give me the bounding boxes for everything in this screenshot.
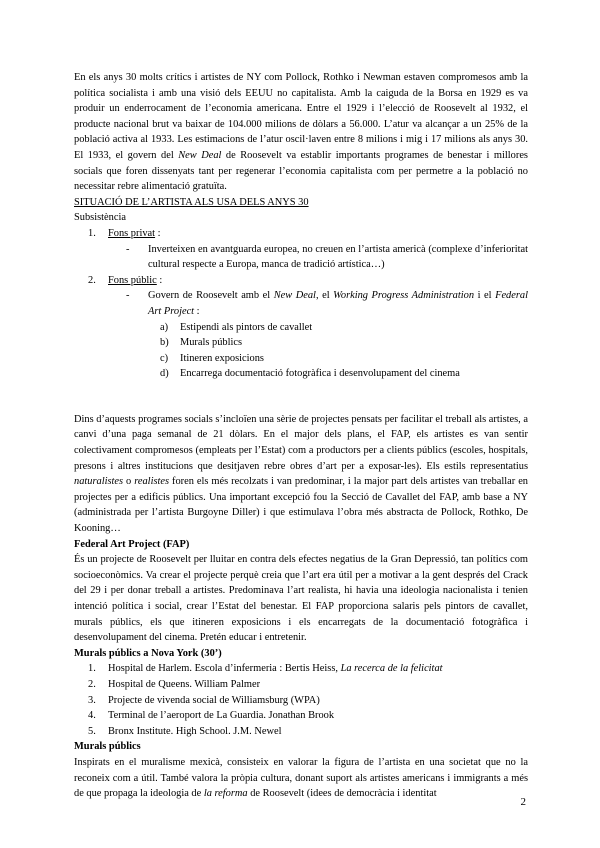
list-text-italic: La recerca de la felicitat <box>340 663 443 675</box>
sublist-item <box>74 320 528 336</box>
fap-paragraph: És un projecte de Roosevelt per lluitar en contra dels efectes negatius de la Gran Depressió, tan polítics com socioeconòmics. Va crear el projecte perquè creia que l’art era útil per a motivar a la gent després del Crack del 29 i per donar treball a artistes. Predominava l’art realista, hi havia una ideologia nacionalista i tenien intenció política i social, crear l’Estat del benestar. El FAP proporciona salaris pels pintors de cavallet, murals públics, els que itineren exposicions i els encarregats de la documentació fotogràfica i desenvolupament del cinema. Pretén educar i entretenir. <box>74 554 528 644</box>
list-item <box>74 677 528 693</box>
programs-text: o <box>123 476 135 488</box>
public-text-italic: Working Progress Administration <box>333 290 475 302</box>
list-item <box>74 708 528 724</box>
sublist-text: Estipendi als pintors de cavallet <box>180 321 313 333</box>
programs-paragraph <box>74 412 528 537</box>
murals-ny-list <box>74 661 528 739</box>
murals-text: de Roosevelt (idees de democràcia i identitat <box>247 788 437 800</box>
public-detail <box>74 288 528 319</box>
funding-list <box>74 226 528 242</box>
intro-text-end: de Roosevelt va establir importants programes de benestar i millores socials que foren dissenyats tant per regenerar l’economia capitalista com per permetre a la població no necessitar rebre alimentació gratuïta. <box>74 149 528 193</box>
sublist-item <box>74 335 528 351</box>
sublist-letter: a) <box>160 321 169 333</box>
murals-heading: Murals públics <box>74 741 141 753</box>
programs-italic: naturalistes <box>74 476 124 488</box>
list-item <box>74 693 528 709</box>
spacer <box>74 397 528 412</box>
sublist-text: Itineren exposicions <box>180 352 264 364</box>
sublist-item <box>74 366 528 382</box>
funding-list-2 <box>74 273 528 289</box>
list-text: Bronx Institute. High School. J.M. Newel <box>108 725 282 737</box>
programs-text: foren els més recolzats i van predominar, i la major part dels artistes van treballar en projectes per a edificis públics. Una important excepció fou la Secció de Cavallet del FAP, amb base a NY (administrada per l’artista Burgoyne Diller) i que estimulava l’obra més abstracta de Pollock, Rothko, De Kooning… <box>74 476 528 535</box>
list-number: 2. <box>88 678 96 690</box>
list-item <box>74 661 528 677</box>
dash-bullet: - <box>126 290 130 302</box>
murals-italic: la reforma <box>203 788 248 800</box>
programs-italic: realistes <box>134 476 170 488</box>
list-item <box>74 724 528 740</box>
sublist-letter: b) <box>160 337 169 349</box>
intro-new-deal: New Deal <box>178 149 222 161</box>
list-label: Fons públic <box>108 274 157 286</box>
sublist-text: Murals públics <box>180 337 243 349</box>
section-subtitle: Subsistència <box>74 212 126 224</box>
list-label-suffix: : <box>155 227 161 239</box>
list-text: Hospital de Harlem. Escola d’infermeria : Bertis Heiss, <box>108 663 341 675</box>
list-number: 4. <box>88 710 96 722</box>
list-text: Terminal de l’aeroport de La Guardia. Jonathan Brook <box>108 710 335 722</box>
murals-text: Inspirats en el muralisme mexicà, consisteix en valorar la figura de l’artista en una societat que no la reconeix com a útil. També valora la pròpia cultura, donant suport als artistes americans i immigrants a més de que propaga la ideologia de <box>74 756 528 800</box>
intro-text: En els anys 30 molts crítics i artistes de NY com Pollock, Rothko i Newman estaven compromesos amb la política socialista i amb una visió dels EEUU no capitalista. Amb la caiguda de la Borsa en 1929 es va produir un enderrocament de l’economia americana. Entre el 1929 i l’elecció de Roosevelt al 1932, el producte nacional brut va baixar de 104.000 milions de dòlars a 56.000. L’atur va alcançar a un 25% de la població activa al 1933. Les estimacions de l’atur oscil·laven entre 8 milions i mig i 17 milions als anys 30. El 1933, el govern del <box>74 72 528 161</box>
page-number: 2 <box>520 796 526 808</box>
public-text-italic: New Deal <box>273 290 316 302</box>
public-text: , el <box>315 290 334 302</box>
sublist-text: Encarrega documentació fotogràfica i desenvolupament del cinema <box>180 368 460 380</box>
public-text: Govern de Roosevelt amb el <box>148 290 274 302</box>
document-body <box>74 70 528 802</box>
list-number: 5. <box>88 725 96 737</box>
sublist-letter: c) <box>160 352 169 364</box>
private-detail <box>74 242 528 273</box>
section-title: SITUACIÓ DE L’ARTISTA ALS USA DELS ANYS 30 <box>74 196 309 208</box>
list-text: Hospital de Queens. William Palmer <box>108 678 261 690</box>
list-number: 2. <box>88 274 96 286</box>
public-sublist <box>74 320 528 382</box>
list-item-private <box>74 226 528 242</box>
murals-ny-heading: Murals públics a Nova York (30’) <box>74 647 222 659</box>
intro-paragraph <box>74 70 528 195</box>
fap-heading: Federal Art Project (FAP) <box>74 538 190 550</box>
programs-text: Dins d’aquests programes socials s’incloïen una sèrie de projectes pensats per facilitar el treball als artistes, a canvi d’una paga semanal de 21 dòlars. En el major dels plans, el FAP, els artistes es van sentir colectivament compromesos (empleats per l’Estat) com a productors per a clients públics (escoles, hospitals, presons i altres institucions que desitjaven rebre obres d’art per a exposar-les). Els estils representatius <box>74 413 528 472</box>
murals-paragraph <box>74 755 528 802</box>
list-number: 1. <box>88 663 96 675</box>
list-item-public <box>74 273 528 289</box>
public-text: i el <box>474 290 496 302</box>
sublist-letter: d) <box>160 368 169 380</box>
list-label-suffix: : <box>156 274 163 286</box>
public-text: : <box>194 305 200 317</box>
spacer <box>74 382 528 397</box>
list-label: Fons privat <box>108 227 156 239</box>
list-number: 3. <box>88 694 96 706</box>
sublist-item <box>74 351 528 367</box>
public-text-italic: Federal Art Project <box>148 290 528 317</box>
private-detail-text: Inverteixen en avantguarda europea, no creuen en l’artista americà (complexe d’inferioritat cultural respecte a Europa, manca de tradició artística…) <box>148 243 528 271</box>
list-number: 1. <box>88 227 96 239</box>
list-text: Projecte de vivenda social de Williamsburg (WPA) <box>108 694 320 706</box>
dash-bullet: - <box>126 243 130 255</box>
